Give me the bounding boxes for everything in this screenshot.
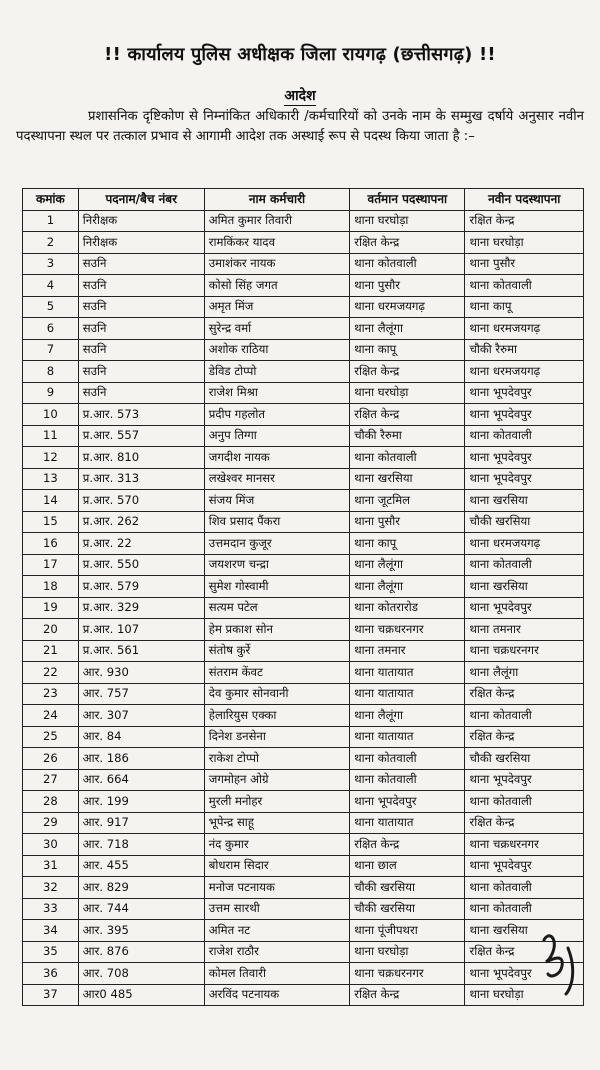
serial-cell: 10 bbox=[23, 404, 79, 426]
current-posting-cell: थाना कोतवाली bbox=[350, 769, 465, 791]
new-posting-cell: थाना भूपदेवपुर bbox=[465, 447, 584, 469]
new-posting-cell: रक्षित केन्द्र bbox=[465, 683, 584, 705]
transfer-table bbox=[22, 188, 584, 1006]
order-heading-text: आदेश bbox=[284, 88, 316, 104]
table-row bbox=[23, 898, 584, 920]
current-posting-cell: थाना खरसिया bbox=[350, 468, 465, 490]
current-posting-cell: थाना कापू bbox=[350, 533, 465, 555]
serial-cell: 13 bbox=[23, 468, 79, 490]
table-row bbox=[23, 296, 584, 318]
new-posting-cell: थाना धरमजयगढ़ bbox=[465, 361, 584, 383]
post-batch-cell: निरीक्षक bbox=[78, 232, 204, 254]
post-batch-cell: सउनि bbox=[78, 296, 204, 318]
employee-name-cell: देव कुमार सोनवानी bbox=[204, 683, 349, 705]
table-row bbox=[23, 210, 584, 232]
employee-name-cell: उमाशंकर नायक bbox=[204, 253, 349, 275]
serial-cell: 36 bbox=[23, 963, 79, 985]
serial-cell: 29 bbox=[23, 812, 79, 834]
table-row bbox=[23, 275, 584, 297]
col-serial: कमांक bbox=[23, 189, 79, 211]
table-row bbox=[23, 511, 584, 533]
new-posting-cell: थाना घरघोड़ा bbox=[465, 984, 584, 1006]
table-row bbox=[23, 963, 584, 985]
table-row bbox=[23, 877, 584, 899]
post-batch-cell: प्र.आर. 550 bbox=[78, 554, 204, 576]
current-posting-cell: थाना कोतरारोड bbox=[350, 597, 465, 619]
new-posting-cell: थाना चक्रधरनगर bbox=[465, 834, 584, 856]
post-batch-cell: आर. 395 bbox=[78, 920, 204, 942]
current-posting-cell: रक्षित केन्द्र bbox=[350, 984, 465, 1006]
current-posting-cell: रक्षित केन्द्र bbox=[350, 834, 465, 856]
table-row bbox=[23, 339, 584, 361]
current-posting-cell: थाना यातायात bbox=[350, 812, 465, 834]
new-posting-cell: थाना कापू bbox=[465, 296, 584, 318]
current-posting-cell: थाना घरघोड़ा bbox=[350, 210, 465, 232]
new-posting-cell: चौकी रैरुमा bbox=[465, 339, 584, 361]
employee-name-cell: रामकिंकर यादव bbox=[204, 232, 349, 254]
table-row bbox=[23, 834, 584, 856]
new-posting-cell: थाना लैलूंगा bbox=[465, 662, 584, 684]
serial-cell: 1 bbox=[23, 210, 79, 232]
serial-cell: 23 bbox=[23, 683, 79, 705]
employee-name-cell: अमित नट bbox=[204, 920, 349, 942]
table-row bbox=[23, 855, 584, 877]
employee-name-cell: शिव प्रसाद पैंकरा bbox=[204, 511, 349, 533]
new-posting-cell: थाना कोतवाली bbox=[465, 425, 584, 447]
current-posting-cell: थाना छाल bbox=[350, 855, 465, 877]
employee-name-cell: अशोक राठिया bbox=[204, 339, 349, 361]
employee-name-cell: कोसो सिंह जगत bbox=[204, 275, 349, 297]
post-batch-cell: प्र.आर. 22 bbox=[78, 533, 204, 555]
table-row bbox=[23, 662, 584, 684]
employee-name-cell: सुमेश गोस्वामी bbox=[204, 576, 349, 598]
table-row bbox=[23, 683, 584, 705]
post-batch-cell: सउनि bbox=[78, 361, 204, 383]
employee-name-cell: हेम प्रकाश सोन bbox=[204, 619, 349, 641]
post-batch-cell: प्र.आर. 107 bbox=[78, 619, 204, 641]
current-posting-cell: थाना तमनार bbox=[350, 640, 465, 662]
employee-name-cell: राजेश राठौर bbox=[204, 941, 349, 963]
current-posting-cell: थाना घरघोड़ा bbox=[350, 941, 465, 963]
post-batch-cell: प्र.आर. 329 bbox=[78, 597, 204, 619]
serial-cell: 17 bbox=[23, 554, 79, 576]
new-posting-cell: थाना कोतवाली bbox=[465, 554, 584, 576]
table-row bbox=[23, 791, 584, 813]
new-posting-cell: थाना कोतवाली bbox=[465, 877, 584, 899]
current-posting-cell: थाना लैलूंगा bbox=[350, 318, 465, 340]
post-batch-cell: प्र.आर. 561 bbox=[78, 640, 204, 662]
employee-name-cell: अनुप तिग्गा bbox=[204, 425, 349, 447]
new-posting-cell: थाना धरमजयगढ़ bbox=[465, 533, 584, 555]
new-posting-cell: रक्षित केन्द्र bbox=[465, 812, 584, 834]
employee-name-cell: संजय मिंज bbox=[204, 490, 349, 512]
post-batch-cell: प्र.आर. 313 bbox=[78, 468, 204, 490]
current-posting-cell: थाना चक्रधरनगर bbox=[350, 619, 465, 641]
serial-cell: 7 bbox=[23, 339, 79, 361]
current-posting-cell: थाना कोतवाली bbox=[350, 253, 465, 275]
serial-cell: 11 bbox=[23, 425, 79, 447]
col-new-posting: नवीन पदस्थापना bbox=[465, 189, 584, 211]
serial-cell: 25 bbox=[23, 726, 79, 748]
serial-cell: 28 bbox=[23, 791, 79, 813]
post-batch-cell: आर. 930 bbox=[78, 662, 204, 684]
post-batch-cell: सउनि bbox=[78, 339, 204, 361]
employee-name-cell: भूपेन्द्र साहू bbox=[204, 812, 349, 834]
post-batch-cell: आर. 876 bbox=[78, 941, 204, 963]
post-batch-cell: आर0 485 bbox=[78, 984, 204, 1006]
serial-cell: 12 bbox=[23, 447, 79, 469]
new-posting-cell: थाना कोतवाली bbox=[465, 898, 584, 920]
serial-cell: 5 bbox=[23, 296, 79, 318]
current-posting-cell: थाना चक्रधरनगर bbox=[350, 963, 465, 985]
post-batch-cell: आर. 199 bbox=[78, 791, 204, 813]
post-batch-cell: आर. 718 bbox=[78, 834, 204, 856]
serial-cell: 26 bbox=[23, 748, 79, 770]
employee-name-cell: जगदीश नायक bbox=[204, 447, 349, 469]
table-header-row bbox=[23, 189, 584, 211]
new-posting-cell: थाना कोतवाली bbox=[465, 275, 584, 297]
order-heading bbox=[0, 86, 600, 105]
employee-name-cell: सत्यम पटेल bbox=[204, 597, 349, 619]
table-row bbox=[23, 490, 584, 512]
current-posting-cell: रक्षित केन्द्र bbox=[350, 404, 465, 426]
table-row bbox=[23, 382, 584, 404]
table-row bbox=[23, 640, 584, 662]
order-paragraph: प्रशासनिक दृष्टिकोण से निम्नांकित अधिकारी /कर्मचारियों को उनके नाम के सम्मुख दर्षाये अनुसार नवीन पदस्थापना स्थल पर तत्काल प्रभाव से आगामी आदेश तक अस्थाई रूप से पदस्थ किया जाता है :– bbox=[16, 109, 584, 144]
current-posting-cell: रक्षित केन्द्र bbox=[350, 361, 465, 383]
serial-cell: 22 bbox=[23, 662, 79, 684]
current-posting-cell: थाना घरघोड़ा bbox=[350, 382, 465, 404]
new-posting-cell: थाना खरसिया bbox=[465, 490, 584, 512]
table-row bbox=[23, 812, 584, 834]
table-row bbox=[23, 318, 584, 340]
new-posting-cell: थाना भूपदेवपुर bbox=[465, 855, 584, 877]
post-batch-cell: प्र.आर. 557 bbox=[78, 425, 204, 447]
new-posting-cell: थाना घरघोड़ा bbox=[465, 232, 584, 254]
current-posting-cell: थाना यातायात bbox=[350, 662, 465, 684]
table-row bbox=[23, 941, 584, 963]
post-batch-cell: आर. 708 bbox=[78, 963, 204, 985]
new-posting-cell: थाना भूपदेवपुर bbox=[465, 963, 584, 985]
employee-name-cell: उत्तमदान कुजूर bbox=[204, 533, 349, 555]
serial-cell: 18 bbox=[23, 576, 79, 598]
table-body bbox=[23, 210, 584, 1006]
current-posting-cell: थाना यातायात bbox=[350, 726, 465, 748]
serial-cell: 2 bbox=[23, 232, 79, 254]
new-posting-cell: थाना भूपदेवपुर bbox=[465, 382, 584, 404]
table-row bbox=[23, 984, 584, 1006]
serial-cell: 35 bbox=[23, 941, 79, 963]
new-posting-cell: थाना खरसिया bbox=[465, 920, 584, 942]
employee-name-cell: राकेश टोप्पो bbox=[204, 748, 349, 770]
table-row bbox=[23, 404, 584, 426]
table-row bbox=[23, 748, 584, 770]
current-posting-cell: थाना भूपदेवपुर bbox=[350, 791, 465, 813]
new-posting-cell: थाना भूपदेवपुर bbox=[465, 468, 584, 490]
table-row bbox=[23, 253, 584, 275]
office-title: !! कार्यालय पुलिस अधीक्षक जिला रायगढ़ (छत्तीसगढ़) !! bbox=[104, 44, 496, 65]
new-posting-cell: रक्षित केन्द्र bbox=[465, 941, 584, 963]
employee-name-cell: हेलारियुस एक्का bbox=[204, 705, 349, 727]
current-posting-cell: चौकी खरसिया bbox=[350, 877, 465, 899]
serial-cell: 32 bbox=[23, 877, 79, 899]
employee-name-cell: जयशरण चन्द्रा bbox=[204, 554, 349, 576]
serial-cell: 33 bbox=[23, 898, 79, 920]
current-posting-cell: थाना लैलूंगा bbox=[350, 554, 465, 576]
serial-cell: 4 bbox=[23, 275, 79, 297]
current-posting-cell: थाना पूंजीपथरा bbox=[350, 920, 465, 942]
serial-cell: 24 bbox=[23, 705, 79, 727]
serial-cell: 6 bbox=[23, 318, 79, 340]
new-posting-cell: थाना भूपदेवपुर bbox=[465, 597, 584, 619]
employee-name-cell: बोधराम सिदार bbox=[204, 855, 349, 877]
table-row bbox=[23, 576, 584, 598]
current-posting-cell: चौकी खरसिया bbox=[350, 898, 465, 920]
table-row bbox=[23, 726, 584, 748]
post-batch-cell: प्र.आर. 262 bbox=[78, 511, 204, 533]
new-posting-cell: रक्षित केन्द्र bbox=[465, 210, 584, 232]
table-row bbox=[23, 705, 584, 727]
table-row bbox=[23, 533, 584, 555]
serial-cell: 16 bbox=[23, 533, 79, 555]
new-posting-cell: चौकी खरसिया bbox=[465, 511, 584, 533]
employee-name-cell: सुरेन्द्र वर्मा bbox=[204, 318, 349, 340]
current-posting-cell: थाना कापू bbox=[350, 339, 465, 361]
employee-name-cell: राजेश मिश्रा bbox=[204, 382, 349, 404]
new-posting-cell: थाना तमनार bbox=[465, 619, 584, 641]
table-row bbox=[23, 554, 584, 576]
table-row bbox=[23, 920, 584, 942]
current-posting-cell: थाना पुसौर bbox=[350, 275, 465, 297]
current-posting-cell: थाना पुसौर bbox=[350, 511, 465, 533]
new-posting-cell: थाना धरमजयगढ़ bbox=[465, 318, 584, 340]
post-batch-cell: सउनि bbox=[78, 275, 204, 297]
current-posting-cell: थाना लैलूंगा bbox=[350, 705, 465, 727]
post-batch-cell: आर. 84 bbox=[78, 726, 204, 748]
employee-name-cell: लखेश्वर मानसर bbox=[204, 468, 349, 490]
serial-cell: 3 bbox=[23, 253, 79, 275]
serial-cell: 31 bbox=[23, 855, 79, 877]
employee-name-cell: उत्तम सारथी bbox=[204, 898, 349, 920]
serial-cell: 9 bbox=[23, 382, 79, 404]
table-row bbox=[23, 597, 584, 619]
table-row bbox=[23, 769, 584, 791]
serial-cell: 8 bbox=[23, 361, 79, 383]
post-batch-cell: सउनि bbox=[78, 382, 204, 404]
employee-name-cell: कोमल तिवारी bbox=[204, 963, 349, 985]
employee-name-cell: जगमोहन ओग्रे bbox=[204, 769, 349, 791]
employee-name-cell: मुरली मनोहर bbox=[204, 791, 349, 813]
serial-cell: 20 bbox=[23, 619, 79, 641]
serial-cell: 14 bbox=[23, 490, 79, 512]
new-posting-cell: चौकी खरसिया bbox=[465, 748, 584, 770]
table-row bbox=[23, 425, 584, 447]
post-batch-cell: आर. 186 bbox=[78, 748, 204, 770]
employee-name-cell: मनोज पटनायक bbox=[204, 877, 349, 899]
table-row bbox=[23, 447, 584, 469]
post-batch-cell: आर. 455 bbox=[78, 855, 204, 877]
serial-cell: 19 bbox=[23, 597, 79, 619]
post-batch-cell: सउनि bbox=[78, 318, 204, 340]
post-batch-cell: प्र.आर. 579 bbox=[78, 576, 204, 598]
serial-cell: 37 bbox=[23, 984, 79, 1006]
new-posting-cell: रक्षित केन्द्र bbox=[465, 726, 584, 748]
employee-name-cell: संतराम केंवट bbox=[204, 662, 349, 684]
post-batch-cell: निरीक्षक bbox=[78, 210, 204, 232]
table-row bbox=[23, 468, 584, 490]
post-batch-cell: आर. 757 bbox=[78, 683, 204, 705]
post-batch-cell: आर. 744 bbox=[78, 898, 204, 920]
employee-name-cell: अरविंद पटनायक bbox=[204, 984, 349, 1006]
post-batch-cell: प्र.आर. 570 bbox=[78, 490, 204, 512]
new-posting-cell: थाना कोतवाली bbox=[465, 791, 584, 813]
employee-name-cell: प्रदीप गहलोत bbox=[204, 404, 349, 426]
handwritten-signature-icon bbox=[538, 928, 582, 996]
new-posting-cell: थाना कोतवाली bbox=[465, 705, 584, 727]
employee-name-cell: डेविड टोप्पो bbox=[204, 361, 349, 383]
table-row bbox=[23, 619, 584, 641]
new-posting-cell: थाना पुसौर bbox=[465, 253, 584, 275]
col-current-posting: वर्तमान पदस्थापना bbox=[350, 189, 465, 211]
serial-cell: 15 bbox=[23, 511, 79, 533]
new-posting-cell: थाना भूपदेवपुर bbox=[465, 769, 584, 791]
serial-cell: 34 bbox=[23, 920, 79, 942]
current-posting-cell: रक्षित केन्द्र bbox=[350, 232, 465, 254]
table-row bbox=[23, 361, 584, 383]
col-post-batch: पदनाम/बैच नंबर bbox=[78, 189, 204, 211]
serial-cell: 30 bbox=[23, 834, 79, 856]
current-posting-cell: थाना यातायात bbox=[350, 683, 465, 705]
post-batch-cell: प्र.आर. 573 bbox=[78, 404, 204, 426]
table-row bbox=[23, 232, 584, 254]
new-posting-cell: थाना खरसिया bbox=[465, 576, 584, 598]
post-batch-cell: आर. 917 bbox=[78, 812, 204, 834]
post-batch-cell: आर. 829 bbox=[78, 877, 204, 899]
employee-name-cell: अमृत मिंज bbox=[204, 296, 349, 318]
post-batch-cell: आर. 307 bbox=[78, 705, 204, 727]
current-posting-cell: चौकी रैरुमा bbox=[350, 425, 465, 447]
current-posting-cell: थाना लैलूंगा bbox=[350, 576, 465, 598]
current-posting-cell: थाना धरमजयगढ़ bbox=[350, 296, 465, 318]
employee-name-cell: नंद कुमार bbox=[204, 834, 349, 856]
new-posting-cell: थाना भूपदेवपुर bbox=[465, 404, 584, 426]
current-posting-cell: थाना जूटमिल bbox=[350, 490, 465, 512]
post-batch-cell: आर. 664 bbox=[78, 769, 204, 791]
new-posting-cell: थाना चक्रधरनगर bbox=[465, 640, 584, 662]
current-posting-cell: थाना कोतवाली bbox=[350, 748, 465, 770]
employee-name-cell: अमित कुमार तिवारी bbox=[204, 210, 349, 232]
employee-name-cell: संतोष कुर्रे bbox=[204, 640, 349, 662]
current-posting-cell: थाना कोतवाली bbox=[350, 447, 465, 469]
serial-cell: 21 bbox=[23, 640, 79, 662]
post-batch-cell: प्र.आर. 810 bbox=[78, 447, 204, 469]
post-batch-cell: सउनि bbox=[78, 253, 204, 275]
col-employee-name: नाम कर्मचारी bbox=[204, 189, 349, 211]
serial-cell: 27 bbox=[23, 769, 79, 791]
employee-name-cell: दिनेश डनसेना bbox=[204, 726, 349, 748]
